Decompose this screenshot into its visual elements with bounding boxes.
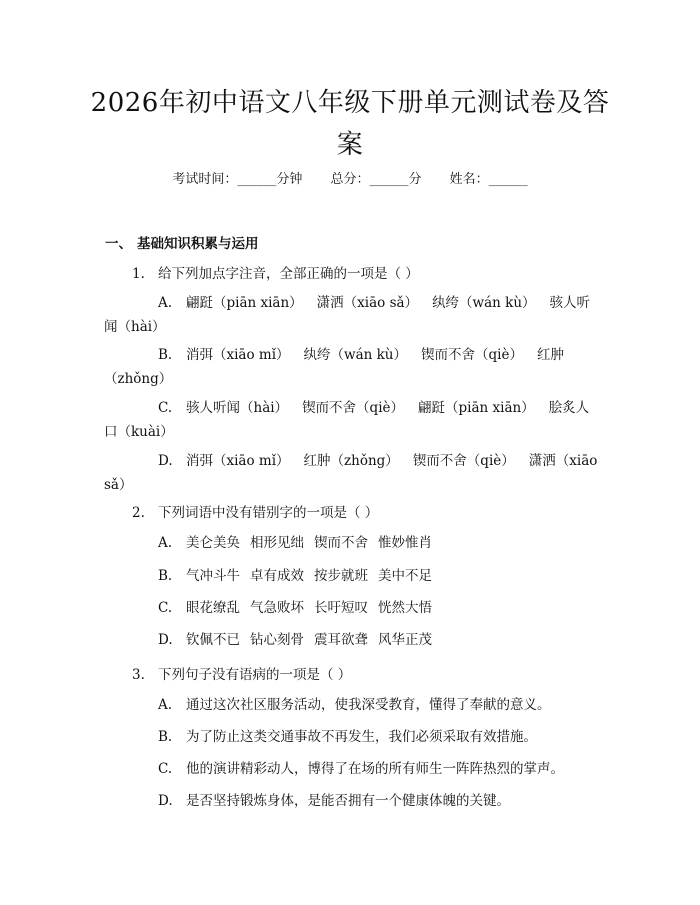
exam-score: 总分：______分	[330, 172, 422, 187]
q1-option-b	[104, 343, 600, 391]
option-item: 纨绔（wán kù）	[432, 295, 536, 311]
option-item: 锲而不舍	[314, 535, 368, 551]
option-item: 钻心刻骨	[250, 632, 304, 648]
option-item: 红肿（zhǒng）	[104, 347, 564, 387]
q3-option-c	[158, 759, 564, 779]
option-item: 潇洒（xiāo sǎ）	[104, 453, 598, 493]
exam-meta	[0, 168, 700, 187]
option-item: 红肿（zhǒng）	[303, 453, 399, 469]
q3-option-b	[158, 727, 537, 747]
option-letter: A.	[158, 295, 173, 311]
section-heading	[105, 232, 259, 252]
q3-option-a	[158, 695, 551, 715]
option-letter: C.	[158, 761, 173, 777]
option-item: 恍然大悟	[378, 600, 432, 616]
option-item: 钦佩不已	[186, 632, 240, 648]
option-letter: A.	[158, 535, 173, 551]
option-item: 美中不足	[378, 568, 432, 584]
option-letter: D.	[158, 793, 173, 809]
document-title: 2026年初中语文八年级下册单元测试卷及答案	[90, 88, 610, 160]
q1-option-a	[104, 291, 600, 339]
option-item: 翩跹（piān xiān）	[418, 400, 535, 416]
option-letter: C.	[158, 400, 173, 416]
option-item: 惟妙惟肖	[378, 535, 432, 551]
option-letter: A.	[158, 697, 173, 713]
option-item: 消弭（xiāo mǐ）	[186, 347, 290, 363]
q1-option-c	[104, 396, 600, 444]
option-letter: C.	[158, 600, 173, 616]
option-letter: B.	[158, 568, 173, 584]
option-item: 骇人听闻（hài）	[104, 295, 591, 335]
option-item: 卓有成效	[250, 568, 304, 584]
option-item: 纨绔（wán kù）	[303, 347, 407, 363]
question-text: 下列句子没有语病的一项是（ ）	[158, 667, 352, 683]
option-letter: B.	[158, 729, 173, 745]
question-3	[132, 663, 351, 683]
exam-time: 考试时间：______分钟	[172, 172, 303, 187]
option-item: 长吁短叹	[314, 600, 368, 616]
option-letter: D.	[158, 632, 173, 648]
option-item: 锲而不舍（qiè）	[412, 453, 515, 469]
option-item: 潇洒（xiāo sǎ）	[316, 295, 419, 311]
option-text: 为了防止这类交通事故不再发生，我们必须采取有效措施。	[186, 729, 537, 745]
question-text: 下列词语中没有错别字的一项是（ ）	[158, 505, 379, 521]
section-number: 一、	[105, 236, 132, 252]
q2-option-d	[158, 630, 432, 650]
question-text: 给下列加点字注音，全部正确的一项是（ ）	[158, 266, 419, 282]
question-number: 2.	[132, 505, 145, 521]
section-title: 基础知识积累与运用	[137, 236, 259, 252]
option-item: 气冲斗牛	[186, 568, 240, 584]
option-item: 美仑美奂	[186, 535, 240, 551]
question-number: 1.	[132, 266, 145, 282]
option-item: 脍炙人口（kuài）	[104, 400, 590, 440]
option-item: 翩跹（piān xiān）	[186, 295, 303, 311]
q2-option-c	[158, 598, 432, 618]
option-item: 风华正茂	[378, 632, 432, 648]
option-item: 消弭（xiāo mǐ）	[186, 453, 290, 469]
option-item: 锲而不舍（qiè）	[421, 347, 523, 363]
option-item: 相形见绌	[250, 535, 304, 551]
option-text: 通过这次社区服务活动，使我深受教育，懂得了奉献的意义。	[186, 697, 551, 713]
question-2	[132, 501, 378, 521]
option-letter: B.	[158, 347, 173, 363]
option-letter: D.	[158, 453, 173, 469]
option-item: 眼花缭乱	[186, 600, 240, 616]
question-1	[132, 262, 419, 282]
option-item: 震耳欲聋	[314, 632, 368, 648]
option-item: 骇人听闻（hài）	[186, 400, 289, 416]
q3-option-d	[158, 791, 510, 811]
option-item: 锲而不舍（qiè）	[302, 400, 405, 416]
option-text: 他的演讲精彩动人，博得了在场的所有师生一阵阵热烈的掌声。	[186, 761, 564, 777]
q2-option-a	[158, 533, 432, 553]
question-number: 3.	[132, 667, 145, 683]
option-item: 气急败坏	[250, 600, 304, 616]
q2-option-b	[158, 566, 432, 586]
q1-option-d	[104, 449, 600, 497]
option-item: 按步就班	[314, 568, 368, 584]
exam-name: 姓名：______	[449, 172, 528, 187]
option-text: 是否坚持锻炼身体，是能否拥有一个健康体魄的关键。	[186, 793, 510, 809]
